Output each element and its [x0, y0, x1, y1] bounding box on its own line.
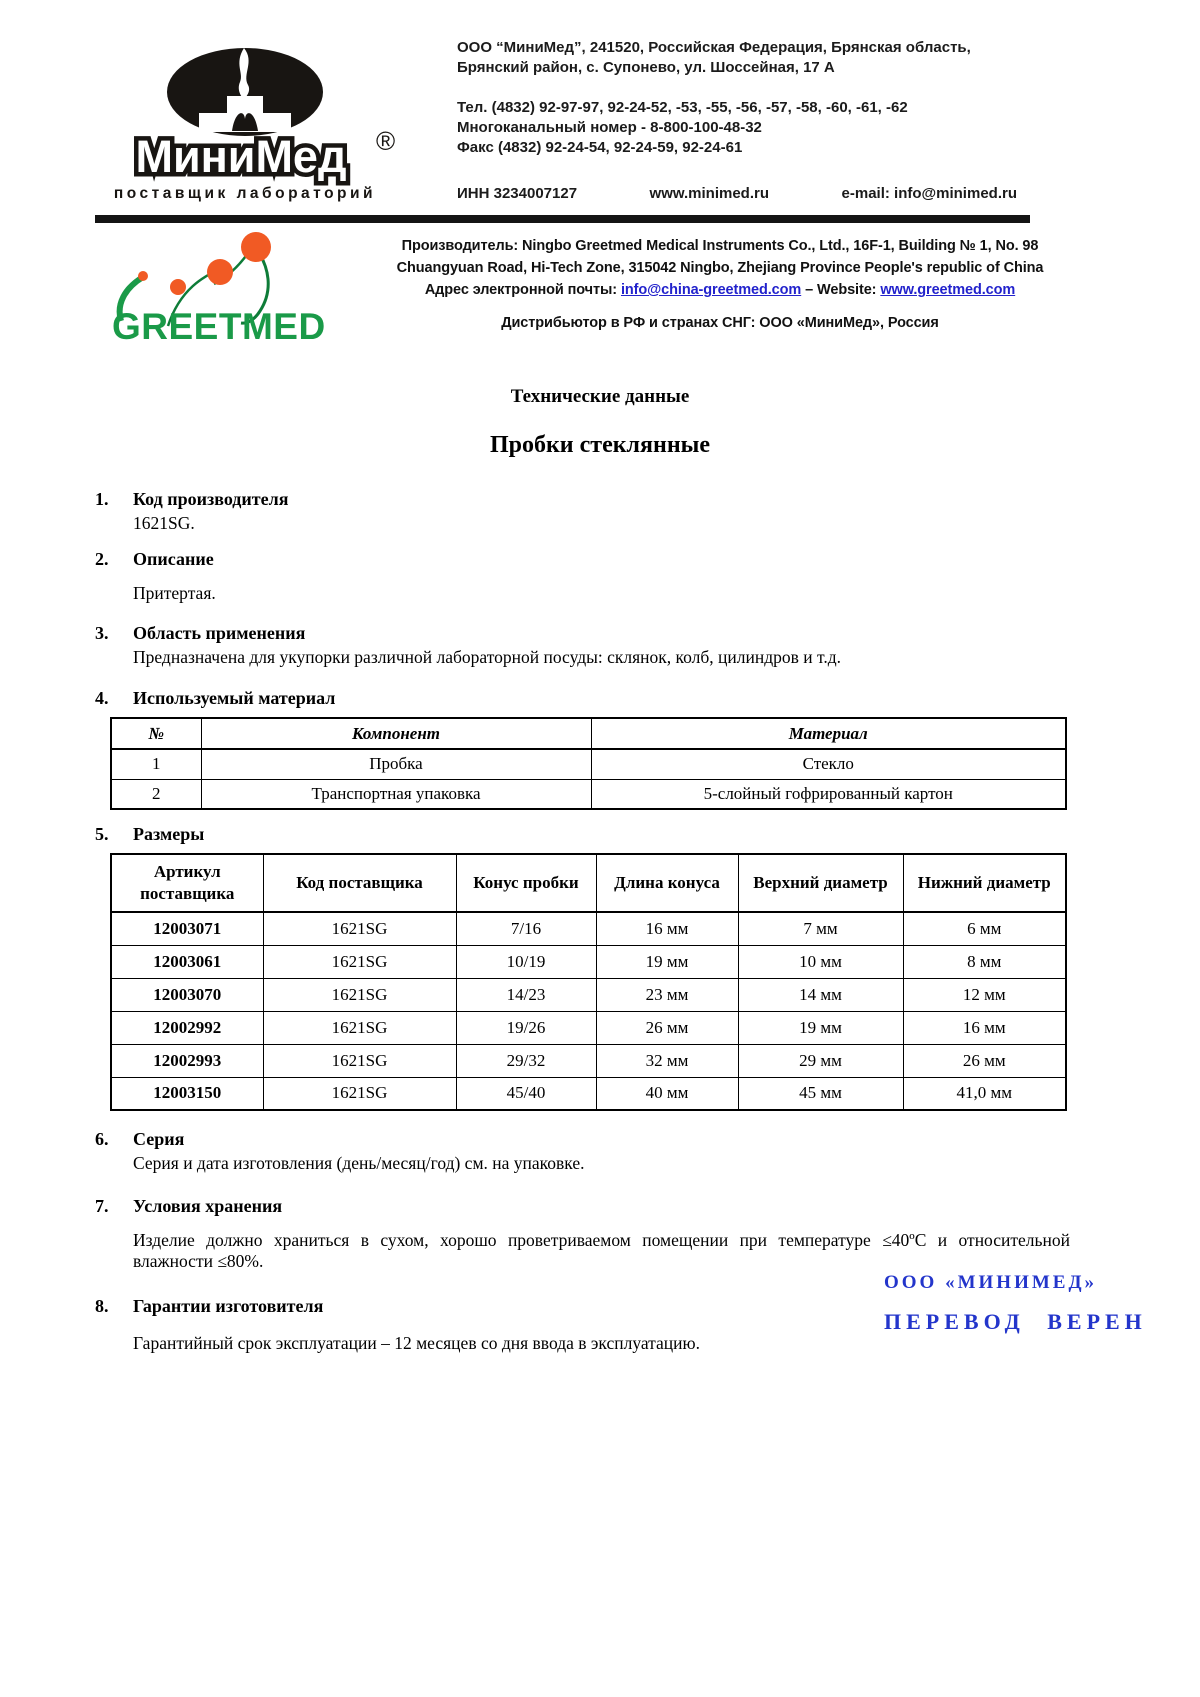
table-cell: 1621SG — [263, 1044, 456, 1077]
column-header: Артикул поставщика — [111, 854, 263, 912]
header-divider — [95, 215, 1030, 223]
table-cell: 5-слойный гофрированный картон — [591, 779, 1066, 809]
section-heading: Используемый материал — [133, 688, 336, 708]
table-row — [111, 978, 1066, 1011]
table-cell: 6 мм — [903, 912, 1066, 945]
table-cell: 19/26 — [456, 1011, 596, 1044]
section-heading: Серия — [133, 1129, 185, 1149]
table-row — [111, 912, 1066, 945]
section-number: 4. — [95, 688, 109, 708]
minimed-tagline: поставщик лабораторий — [113, 185, 377, 202]
column-header: Код поставщика — [263, 854, 456, 912]
section-application — [95, 623, 1105, 668]
inn-row — [457, 184, 1017, 204]
column-header: Конус пробки — [456, 854, 596, 912]
sections — [95, 489, 1147, 1354]
section-heading: Гарантии изготовителя — [133, 1296, 324, 1316]
section-number: 3. — [95, 623, 109, 643]
doc-type-title: Технические данные — [510, 386, 690, 407]
greetmed-brand-text: GREETMED — [112, 306, 326, 347]
table-cell: 1 — [111, 749, 201, 779]
manufacturer-info — [335, 231, 1105, 356]
section-heading: Описание — [133, 549, 214, 569]
table-row — [111, 945, 1066, 978]
table-cell: Транспортная упаковка — [201, 779, 591, 809]
phone-line: Многоканальный номер - 8-800-100-48-32 — [457, 119, 762, 136]
table-cell: Стекло — [591, 749, 1066, 779]
section-body: 1621SG. — [133, 513, 195, 533]
table-cell: 12003061 — [111, 945, 263, 978]
table-row — [111, 779, 1066, 809]
table-cell: 41,0 мм — [903, 1077, 1066, 1110]
greetmed-website-link[interactable]: www.greetmed.com — [880, 282, 1016, 298]
table-cell: 12002992 — [111, 1011, 263, 1044]
section-heading: Размеры — [133, 824, 205, 844]
section-number: 2. — [95, 549, 109, 569]
table-cell: 14/23 — [456, 978, 596, 1011]
section-body: Изделие должно храниться в сухом, хорошо проветриваемом помещении при температуре ≤40ºС и относительной влажности ≤80%. — [133, 1230, 1070, 1271]
table-cell: 23 мм — [596, 978, 738, 1011]
table-cell: 19 мм — [738, 1011, 903, 1044]
table-cell: 1621SG — [263, 978, 456, 1011]
table-cell: 26 мм — [903, 1044, 1066, 1077]
table-cell: 12003070 — [111, 978, 263, 1011]
top-header — [95, 38, 1105, 208]
greetmed-email-link[interactable]: info@china-greetmed.com — [620, 282, 802, 298]
section-series — [95, 1129, 1105, 1174]
table-cell: 16 мм — [596, 912, 738, 945]
phone-lines — [457, 98, 1017, 158]
column-header: Длина конуса — [596, 854, 738, 912]
fax-line: Факс (4832) 92-24-54, 92-24-59, 92-24-61 — [457, 139, 743, 156]
translation-stamp — [884, 1272, 1147, 1335]
distributor-line: Дистрибьютор в РФ и странах СНГ: ООО «МиниМед», Россия — [501, 315, 939, 331]
column-header: Верхний диаметр — [738, 854, 903, 912]
section-number: 1. — [95, 489, 109, 509]
phone-line: Тел. (4832) 92-97-97, 92-24-52, -53, -55, -56, -57, -58, -60, -61, -62 — [457, 99, 908, 116]
table-cell: 16 мм — [903, 1011, 1066, 1044]
table-cell: 29 мм — [738, 1044, 903, 1077]
minimed-logo — [95, 38, 395, 208]
address-line: ООО “МиниМед”, 241520, Российская Федерация, Брянская область, — [457, 39, 971, 56]
table-cell: 14 мм — [738, 978, 903, 1011]
website-separator: – Website: — [805, 282, 877, 298]
table-cell: 45 мм — [738, 1077, 903, 1110]
material-table-header-row — [111, 718, 1066, 749]
table-cell: 26 мм — [596, 1011, 738, 1044]
table-cell: 45/40 — [456, 1077, 596, 1110]
table-row — [111, 1011, 1066, 1044]
table-row — [111, 1077, 1066, 1110]
inn-number: ИНН 3234007127 — [457, 185, 578, 202]
table-cell: Пробка — [201, 749, 591, 779]
company-contact-block — [457, 38, 1017, 204]
minimed-email-link[interactable]: e-mail: info@minimed.ru — [841, 185, 1017, 202]
table-cell: 32 мм — [596, 1044, 738, 1077]
section-heading: Область применения — [133, 623, 306, 643]
page-title: Пробки стеклянные — [489, 432, 711, 458]
material-table-wrap — [110, 717, 1105, 810]
section-body: Гарантийный срок эксплуатации – 12 месяцев со дня ввода в эксплуатацию. — [133, 1333, 700, 1353]
sizes-table-header-row — [111, 854, 1066, 912]
table-cell: 19 мм — [596, 945, 738, 978]
table-cell: 40 мм — [596, 1077, 738, 1110]
table-cell: 1621SG — [263, 912, 456, 945]
minimed-website-link[interactable]: www.minimed.ru — [649, 185, 770, 202]
stamp-company-line: ООО «МИНИМЕД» — [884, 1272, 1098, 1293]
table-cell: 10/19 — [456, 945, 596, 978]
table-cell: 10 мм — [738, 945, 903, 978]
table-cell: 7/16 — [456, 912, 596, 945]
section-heading: Код производителя — [133, 489, 289, 509]
section-manufacturer-code — [95, 489, 1105, 534]
table-cell: 8 мм — [903, 945, 1066, 978]
sizes-table-wrap — [110, 853, 1105, 1111]
section-heading: Условия хранения — [133, 1196, 283, 1216]
table-cell: 29/32 — [456, 1044, 596, 1077]
section-sizes — [95, 824, 1105, 1111]
email-label: Адрес электронной почты: — [424, 282, 618, 298]
section-number: 5. — [95, 824, 109, 844]
registered-mark-icon: ® — [376, 126, 395, 156]
table-cell: 2 — [111, 779, 201, 809]
manufacturer-header — [95, 231, 1105, 356]
column-header: Материал — [591, 718, 1066, 749]
minimed-brand-text: МиниМед — [135, 131, 347, 182]
section-material — [95, 688, 1105, 810]
sizes-table — [110, 853, 1067, 1111]
column-header: Нижний диаметр — [903, 854, 1066, 912]
column-header: № — [111, 718, 201, 749]
table-cell: 12002993 — [111, 1044, 263, 1077]
table-cell: 1621SG — [263, 945, 456, 978]
table-cell: 12003071 — [111, 912, 263, 945]
company-address — [457, 38, 1017, 78]
table-cell: 1621SG — [263, 1011, 456, 1044]
section-storage — [95, 1196, 1105, 1272]
table-cell: 1621SG — [263, 1077, 456, 1110]
manufacturer-line: Производитель: Ningbo Greetmed Medical Instruments Co., Ltd., 16F-1, Building № 1, No. 98 — [401, 238, 1039, 254]
column-header: Компонент — [201, 718, 591, 749]
section-number: 8. — [95, 1296, 109, 1316]
minimed-candle-logo-icon — [95, 38, 395, 203]
table-row — [111, 749, 1066, 779]
table-cell: 12 мм — [903, 978, 1066, 1011]
section-body: Предназначена для укупорки различной лабораторной посуды: склянок, колб, цилиндров и т.д. — [133, 647, 842, 667]
section-description — [95, 549, 1105, 604]
table-cell: 12003150 — [111, 1077, 263, 1110]
material-table — [110, 717, 1067, 810]
greetmed-logo-icon — [108, 231, 338, 351]
stamp-verified-line: ПЕРЕВОД ВЕРЕН — [884, 1309, 1147, 1334]
section-body: Серия и дата изготовления (день/месяц/год) см. на упаковке. — [133, 1153, 585, 1173]
table-row — [111, 1044, 1066, 1077]
manufacturer-line: Chuangyuan Road, Hi-Tech Zone, 315042 Ningbo, Zhejiang Province People's republic of China — [396, 260, 1044, 276]
section-number: 6. — [95, 1129, 109, 1149]
section-body: Притертая. — [133, 583, 216, 603]
manufacturer-links-line — [335, 279, 1105, 301]
address-line: Брянский район, с. Супонево, ул. Шоссейная, 17 А — [457, 59, 835, 76]
greetmed-logo — [95, 231, 335, 356]
table-cell: 7 мм — [738, 912, 903, 945]
section-number: 7. — [95, 1196, 109, 1216]
